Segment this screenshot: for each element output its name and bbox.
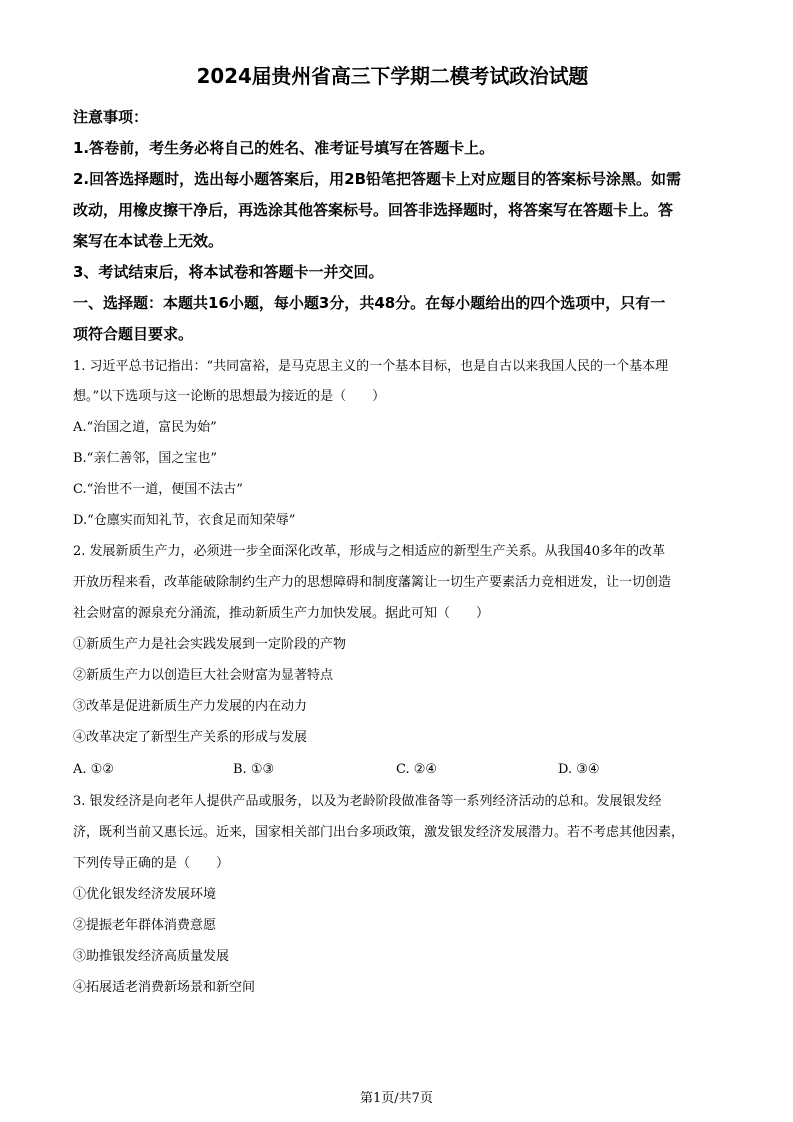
notice-item-3: 3、考试结束后，将本试卷和答题卡一并交回。 (73, 263, 384, 281)
q2-option-d: D. ③④ (558, 762, 600, 777)
q3-statement-4: ④拓展适老消费新场景和新空间 (73, 980, 256, 995)
q2-stem-line-1: 2. 发展新质生产力，必须进一步全面深化改革，形成与之相适应的新型生产关系。从我国40多年的改革 (73, 544, 666, 559)
q2-statement-3: ③改革是促进新质生产力发展的内在动力 (73, 699, 308, 714)
notice-heading: 注意事项： (73, 108, 149, 126)
q1-option-d: D.“仓廪实而知礼节，衣食足而知荣辱” (73, 513, 296, 528)
notice-item-2-line-3: 案写在本试卷上无效。 (73, 232, 224, 250)
notice-item-1: 1.答卷前，考生务必将自己的姓名、准考证号填写在答题卡上。 (73, 139, 495, 157)
page-title: 2024届贵州省高三下学期二模考试政治试题 (196, 64, 589, 88)
q1-option-b: B.“亲仁善邻，国之宝也” (73, 451, 217, 466)
q1-option-a: A.“治国之道，富民为始” (73, 420, 217, 435)
q2-option-c: C. ②④ (396, 762, 438, 777)
q1-stem-line-1: 1. 习近平总书记指出：“共同富裕，是马克思主义的一个基本目标，也是自古以来我国人民的一个基本理 (73, 359, 669, 374)
q2-option-a: A. ①② (73, 762, 114, 777)
notice-item-2-line-1: 2.回答选择题时，选出每小题答案后，用2B铅笔把答题卡上对应题目的答案标号涂黑。如需 (73, 170, 682, 188)
q3-statement-3: ③助推银发经济高质量发展 (73, 949, 230, 964)
section-heading-line-1: 一、选择题：本题共16小题，每小题3分，共48分。在每小题给出的四个选项中，只有一 (73, 294, 666, 312)
q3-statement-1: ①优化银发经济发展环境 (73, 887, 217, 902)
q2-statement-1: ①新质生产力是社会实践发展到一定阶段的产物 (73, 637, 347, 652)
q1-stem-line-2: 想。”以下选项与这一论断的思想最为接近的是（ ） (73, 389, 386, 404)
section-heading-line-2: 项符合题目要求。 (73, 325, 194, 343)
q1-option-c: C.“治世不一道，便国不法古” (73, 482, 243, 497)
q3-statement-2: ②提振老年群体消费意愿 (73, 918, 217, 933)
q2-stem-line-3: 社会财富的源泉充分涌流，推动新质生产力加快发展。据此可知（ ） (73, 606, 490, 621)
q2-statement-4: ④改革决定了新型生产关系的形成与发展 (73, 730, 308, 745)
q3-stem-line-2: 济，既利当前又惠长远。近来，国家相关部门出台多项政策，激发银发经济发展潜力。若不考虑其他因素， (73, 825, 685, 840)
q2-stem-line-2: 开放历程来看，改革能破除制约生产力的思想障碍和制度藩篱让一切生产要素活力竞相迸发，让一切创造 (73, 575, 672, 590)
q2-option-b: B. ①③ (233, 762, 275, 777)
notice-item-2-line-2: 改动，用橡皮擦干净后，再选涂其他答案标号。回答非选择题时，将答案写在答题卡上。答 (73, 201, 674, 219)
q2-statement-2: ②新质生产力以创造巨大社会财富为显著特点 (73, 668, 334, 683)
q3-stem-line-1: 3. 银发经济是向老年人提供产品或服务，以及为老龄阶段做准备等一系列经济活动的总和。发展银发经 (73, 794, 662, 809)
q3-stem-line-3: 下列传导正确的是（ ） (73, 856, 230, 871)
page-number: 第1页/共7页 (360, 1091, 433, 1106)
